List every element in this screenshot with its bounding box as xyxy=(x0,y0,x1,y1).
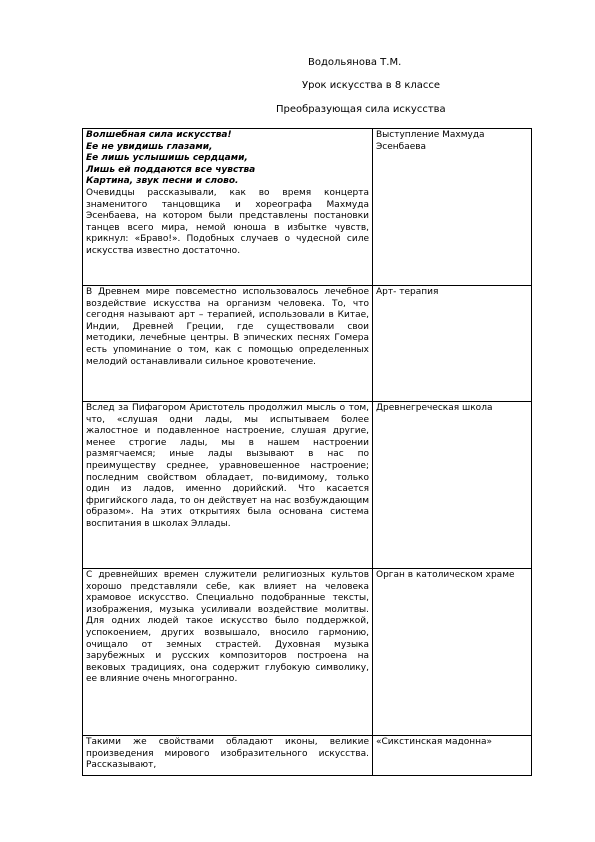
table-cell-main xyxy=(83,129,373,286)
poem-line: Лишь ей поддаются все чувства xyxy=(86,164,256,175)
table-cell-main: С древнейших времен служители религиозных культов хорошо представляли себе, как влияет на человека храмовое искусство. Специально подобранные тексты, изображения, музыка усиливали воздействие молитвы. Для одних людей такое искусство было поддержкой, успокоением, других возвышало, вносило гармонию, очищало от земных страстей. Духовная музыка зарубежных и русских композиторов построена на вековых традициях, она содержит глубокую символику, ее влияние очень многогранно. xyxy=(83,569,373,736)
table-row xyxy=(83,402,532,569)
table-cell-topic: Орган в католическом храме xyxy=(373,569,532,736)
poem-line: Волшебная сила искусства! xyxy=(86,130,232,140)
table-row xyxy=(83,569,532,736)
table-cell-topic: «Сикстинская мадонна» xyxy=(373,736,532,776)
table-row xyxy=(83,736,532,776)
poem-line: Ее не увидишь глазами, xyxy=(86,141,213,152)
table-cell-topic: Древнегреческая школа xyxy=(373,402,532,569)
table-cell-topic: Арт- терапия xyxy=(373,286,532,402)
poem-line: Ее лишь услышишь сердцами, xyxy=(86,153,248,164)
table-cell-main: Вслед за Пифагором Аристотель продолжил мысль о том, что, «слушая одни лады, мы испытываем более жалостное и подавленное настроение, слушая другие, менее строгие лады, мы в нашем настроении размягчаемся; иные лады вызывают в нас по преимуществу среднее, уравновешенное настроение; последним свойством обладает, по-видимому, только один из ладов, именно дорийский. Что касается фригийского лада, то он действует на нас возбуждающим образом». На этих открытиях была основана система воспитания в школах Эллады. xyxy=(83,402,373,569)
document-title: Преобразующая сила искусства xyxy=(276,104,446,115)
lesson-line: Урок искусства в 8 классе xyxy=(302,80,441,91)
table-cell-topic: Выступление Махмуда Эсенбаева xyxy=(373,129,532,286)
content-table xyxy=(82,128,532,776)
table-cell-main: В Древнем мире повсеместно использовалось лечебное воздействие искусства на организм человека. То, что сегодня называют арт – терапией, использовали в Китае, Индии, Древней Греции, где существовали свои методики, лечебные центры. В эпических песнях Гомера есть упоминание о том, как с помощью определенных мелодий останавливали сильное кровотечение. xyxy=(83,286,373,402)
table-cell-main: Такими же свойствами обладают иконы, великие произведения мирового изобразительного искусства. Рассказывают, xyxy=(83,736,373,776)
table-row xyxy=(83,129,532,286)
table-row xyxy=(83,286,532,402)
poem-line: Картина, звук песни и слово. xyxy=(86,176,239,187)
author-line: Водольянова Т.М. xyxy=(308,57,402,68)
epigraph-poem xyxy=(86,130,369,188)
paragraph: Очевидцы рассказывали, как во время концерта знаменитого танцовщика и хореографа Махмуда Эсенбаева, на котором были представлены постановки танцев всего мира, немой юноша в избытке чувств, крикнул: «Браво!». Подобных случаев о чудесной силе искусства известно достаточно. xyxy=(86,187,369,256)
